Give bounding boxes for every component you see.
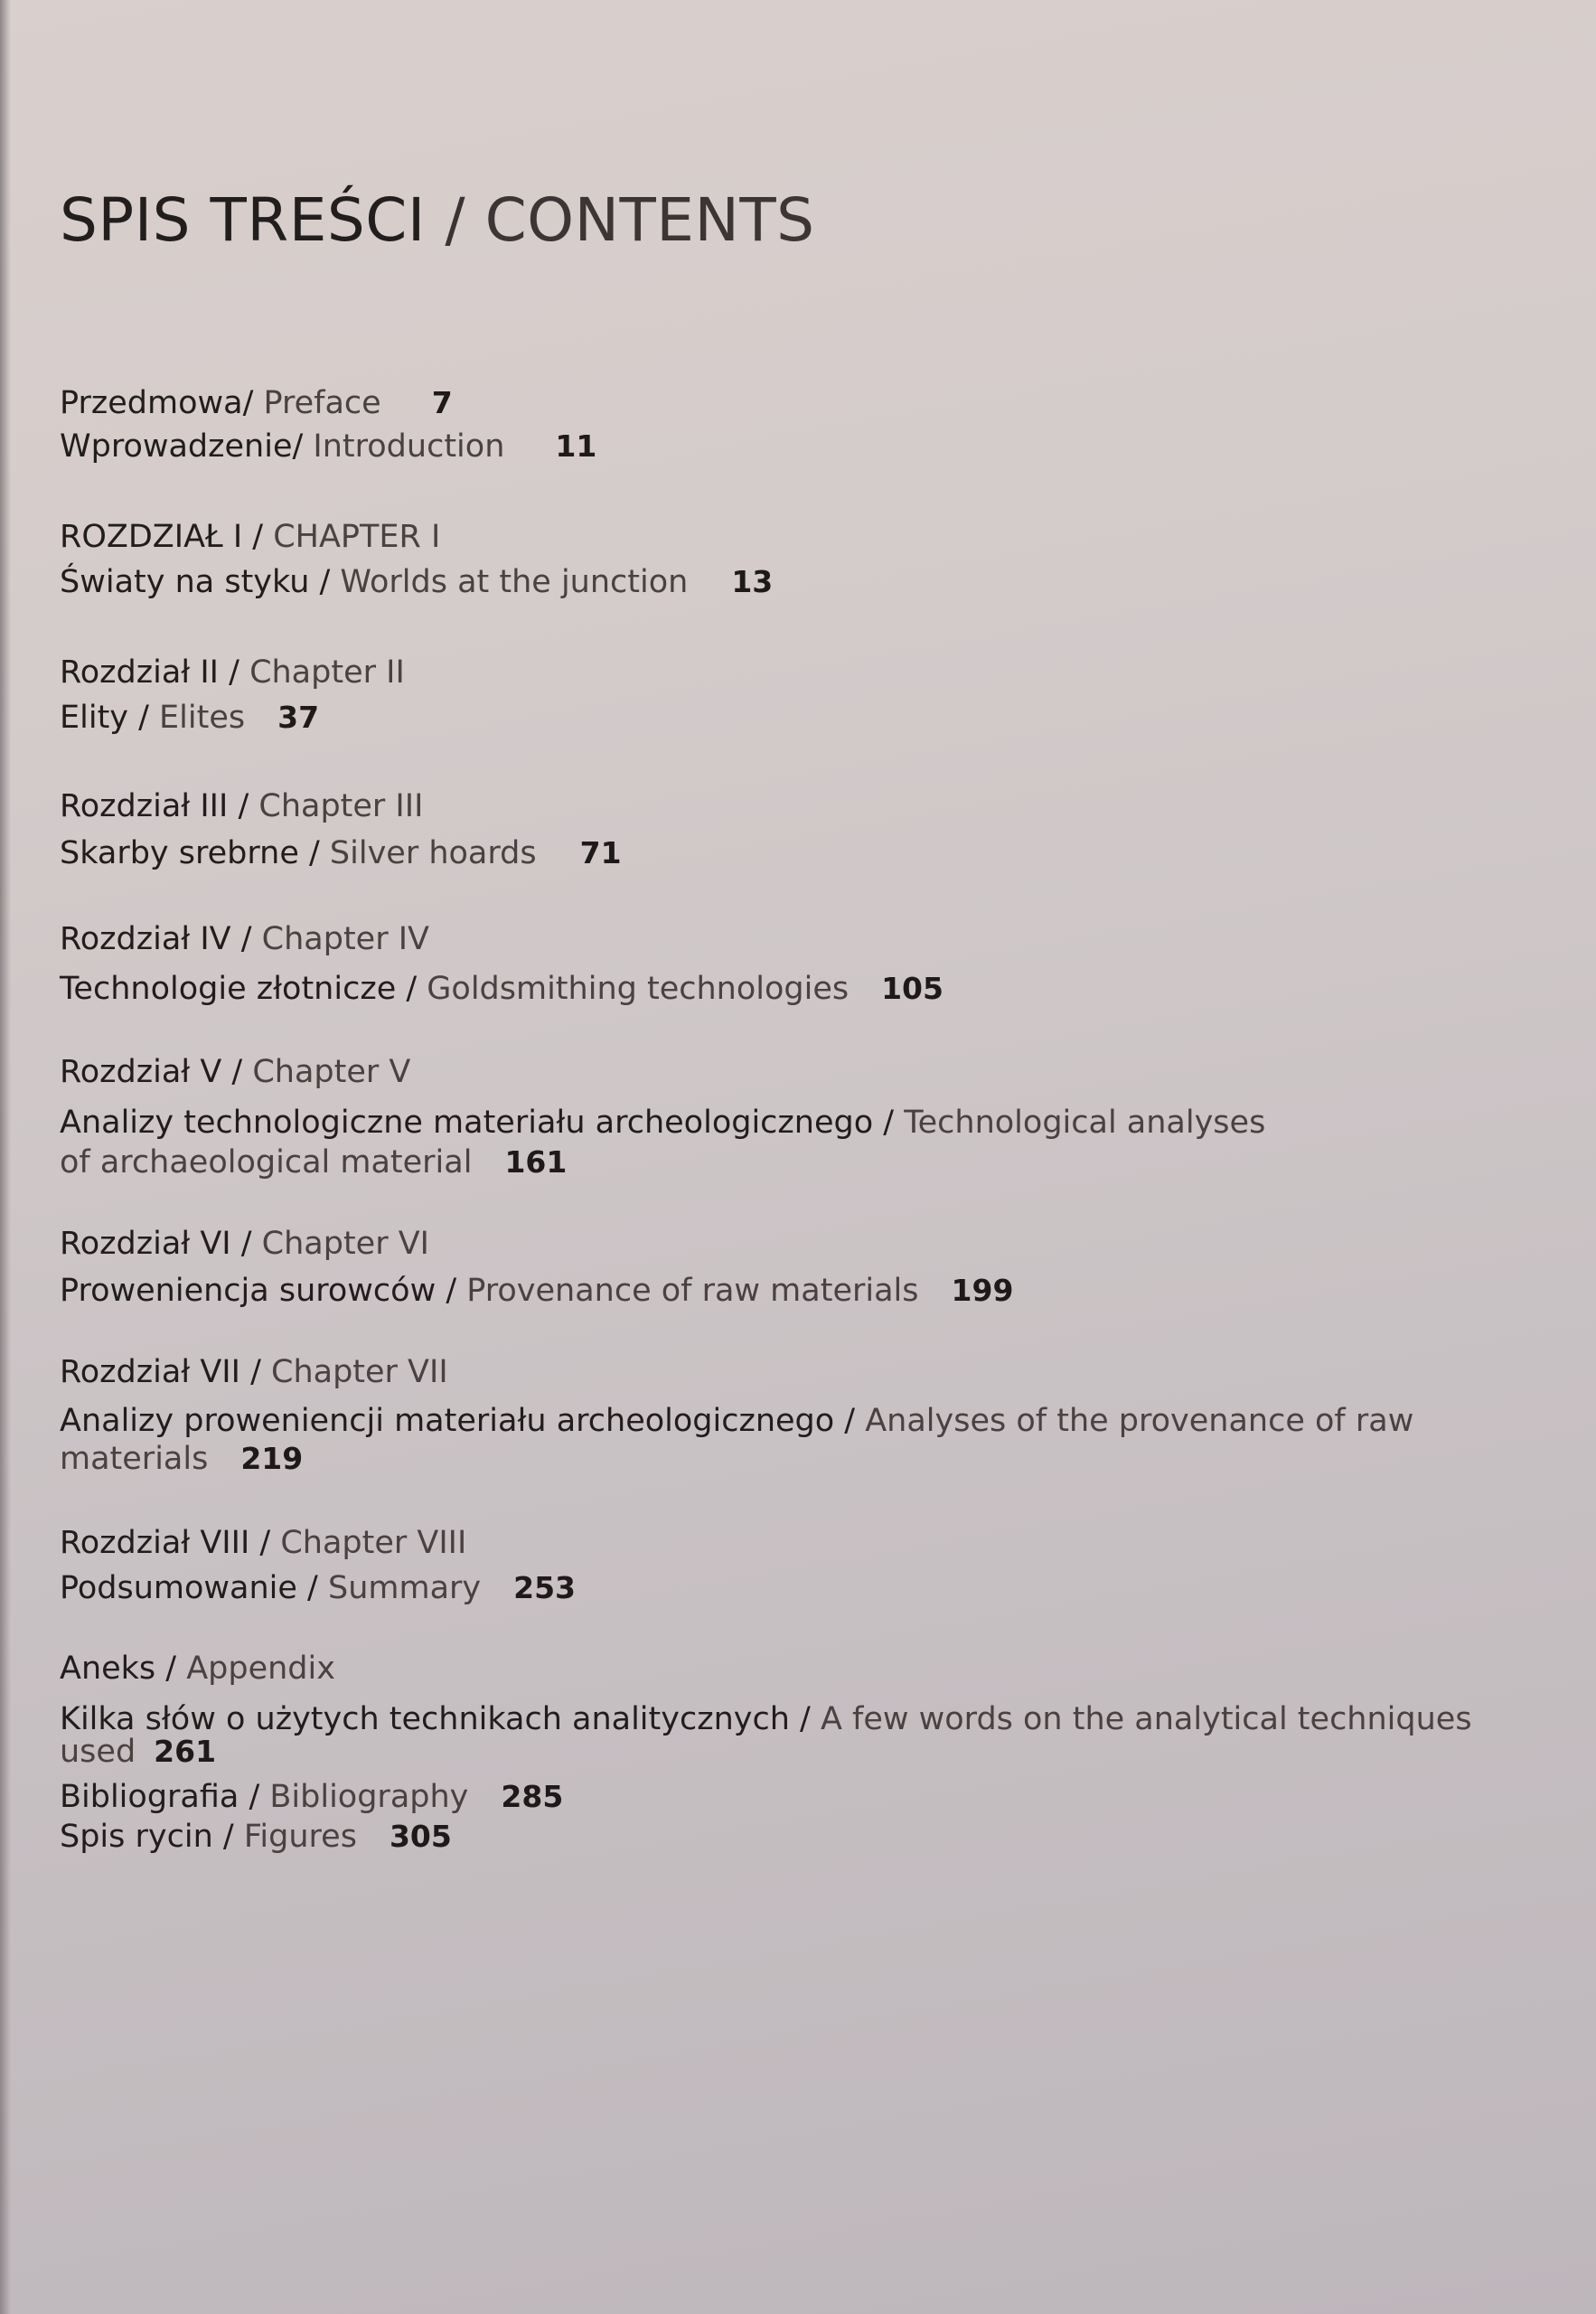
entry-title-pl: Bibliografia / (60, 1779, 270, 1815)
appendix-label-en: Appendix (186, 1651, 335, 1687)
toc-entry-preface (60, 381, 453, 425)
chapter-label-pl: Rozdział II / (60, 654, 250, 691)
chapter-label-pl: Rozdział VII / (60, 1354, 271, 1390)
chapter-label-en: Chapter VIII (280, 1525, 467, 1561)
toc-entry-chapter-7 (60, 1399, 1413, 1443)
page-number: 7 (431, 385, 453, 420)
chapter-label-pl: Rozdział IV / (60, 921, 262, 957)
entry-title-pl: Technologie złotnicze / (60, 971, 427, 1007)
toc-entry-chapter-5 (60, 1101, 1265, 1144)
entry-title-pl: Analizy technologiczne materiału archeologicznego / (60, 1105, 905, 1141)
chapter-heading-1 (60, 515, 440, 559)
entry-title-en: materials (60, 1441, 209, 1477)
entry-title-pl: Skarby srebrne / (60, 835, 330, 871)
toc-entry-chapter-2 (60, 696, 319, 739)
entry-title-en: Goldsmithing technologies (427, 971, 850, 1007)
toc-entry-chapter-5-continued (60, 1141, 567, 1184)
chapter-label-pl: Rozdział III / (60, 788, 259, 824)
page-number: 219 (240, 1441, 304, 1476)
chapter-label-pl: Rozdział V / (60, 1054, 253, 1090)
entry-title-pl: Elity / (60, 700, 160, 736)
toc-entry-figures (60, 1815, 452, 1858)
page-gutter-shadow (0, 0, 11, 2314)
entry-title-pl: Analizy proweniencji materiału archeologicznego / (60, 1403, 866, 1439)
title-polish: SPIS TREŚCI (60, 185, 426, 255)
entry-title-en: Silver hoards (329, 835, 537, 871)
chapter-label-en: Chapter V (252, 1054, 411, 1090)
page-number: 37 (277, 700, 320, 735)
page-title (60, 185, 815, 255)
entry-title-en: Provenance of raw materials (466, 1273, 919, 1309)
entry-title-pl: Proweniencja surowców / (60, 1273, 467, 1309)
chapter-label-en: Chapter VI (261, 1226, 429, 1262)
entry-title-en: Worlds at the junction (340, 564, 689, 600)
title-english: CONTENTS (484, 185, 815, 255)
entry-title-en: of archaeological material (60, 1144, 473, 1181)
toc-entry-chapter-8 (60, 1566, 576, 1610)
page-number: 261 (154, 1734, 217, 1769)
entry-title-en: Summary (327, 1570, 482, 1606)
chapter-heading-3 (60, 785, 423, 828)
page-number: 253 (513, 1570, 577, 1605)
entry-title-en: Technological analyses (904, 1105, 1266, 1141)
entry-title-pl: Podsumowanie / (60, 1570, 328, 1606)
entry-title-en: A few words on the analytical techniques (820, 1701, 1472, 1737)
entry-title-pl: Wprowadzenie/ (60, 428, 304, 465)
chapter-heading-7 (60, 1350, 448, 1394)
chapter-label-en: Chapter II (249, 654, 405, 691)
toc-entry-chapter-3 (60, 832, 622, 875)
entry-title-en: Figures (243, 1819, 357, 1855)
chapter-label-en: Chapter III (258, 788, 424, 824)
entry-title-en: Elites (159, 700, 246, 736)
page-number: 13 (731, 564, 774, 599)
chapter-label-pl: Rozdział VIII / (60, 1525, 281, 1561)
chapter-label-pl: ROZDZIAŁ I / (60, 519, 274, 555)
appendix-heading (60, 1647, 335, 1690)
entry-title-pl: Przedmowa/ (60, 385, 254, 421)
page-number: 71 (579, 835, 622, 870)
appendix-label-pl: Aneks / (60, 1651, 187, 1687)
entry-title-pl: Spis rycin / (60, 1819, 244, 1855)
page-number: 285 (501, 1779, 564, 1814)
title-separator: / (425, 185, 485, 255)
page-number: 105 (881, 971, 944, 1006)
toc-entry-bibliography (60, 1775, 563, 1819)
page-number: 161 (504, 1144, 568, 1180)
chapter-heading-2 (60, 651, 405, 694)
chapter-label-en: Chapter IV (261, 921, 429, 957)
page-number: 11 (555, 428, 597, 464)
chapter-label-en: Chapter VII (271, 1354, 448, 1390)
page-number: 305 (389, 1819, 452, 1854)
toc-entry-chapter-4 (60, 967, 944, 1011)
chapter-heading-8 (60, 1521, 466, 1565)
page-number: 199 (951, 1273, 1014, 1308)
toc-entry-analytical-techniques (60, 1698, 1472, 1741)
toc-entry-chapter-7-continued (60, 1437, 303, 1481)
entry-title-en: Preface (253, 385, 381, 421)
toc-entry-analytical-techniques-continued (60, 1730, 216, 1773)
chapter-label-pl: Rozdział VI / (60, 1226, 262, 1262)
entry-title-en: Analyses of the provenance of raw (865, 1403, 1414, 1439)
toc-entry-introduction (60, 425, 596, 468)
entry-title-en: Introduction (303, 428, 505, 465)
entry-title-en: used (60, 1734, 136, 1770)
entry-title-en: Bibliography (269, 1779, 469, 1815)
toc-entry-chapter-1 (60, 560, 773, 604)
chapter-heading-6 (60, 1222, 429, 1265)
chapter-label-en: CHAPTER I (273, 519, 441, 555)
chapter-heading-4 (60, 917, 429, 961)
chapter-heading-5 (60, 1050, 410, 1094)
toc-entry-chapter-6 (60, 1269, 1013, 1312)
entry-title-pl: Światy na styku / (60, 564, 341, 600)
entry-title-pl: Kilka słów o użytych technikach analitycznych / (60, 1701, 821, 1737)
